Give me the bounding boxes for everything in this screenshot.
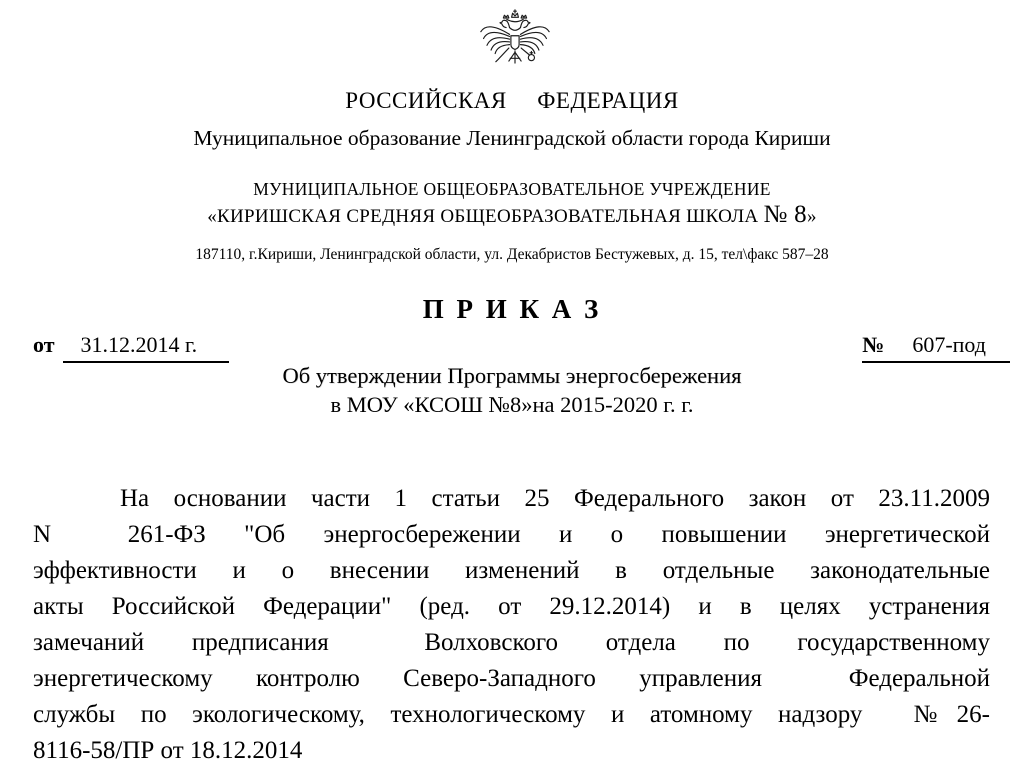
body-text-line: замечаний предписания Волховского отдела по государственному [33,629,990,656]
body-text-line: энергетическому контролю Северо-Западного управления Федеральной [33,665,990,692]
order-subject-line-1: Об утверждении Программы энергосбережения [282,363,742,388]
address-line: 187110, г.Кириши, Ленинградской области, ул. Декабристов Бестужевых, д. 15, тел\факс 587–28 [195,246,829,263]
body-paragraph [33,481,990,768]
order-date-value: 31.12.2014 г. [63,332,230,363]
body-text-line: На основании части 1 статьи 25 Федерального закон от 23.11.2009 [120,485,990,512]
body-text-line: N 261-ФЗ "Об энергосбережении и о повышении энергетической [33,521,990,548]
organization-type-line: МУНИЦИПАЛЬНОЕ ОБЩЕОБРАЗОВАТЕЛЬНОЕ УЧРЕЖДЕНИЕ [253,179,771,199]
body-text-line: 8116-58/ПР от 18.12.2014 [33,737,303,764]
order-number-group [862,332,1010,363]
body-text-line: эффективности и о внесении изменений в отдельные законодательные [33,557,990,584]
school-name-line [0,201,1024,229]
municipality-line: Муниципальное образование Ленинградской области города Кириши [193,126,831,150]
order-number-label: № [862,332,885,357]
order-number-value: 607-под [912,332,986,357]
order-subject-line-2: в МОУ «КСОШ №8»на 2015-2020 г. г. [330,392,694,417]
country-heading: РОССИЙСКАЯ ФЕДЕРАЦИЯ [345,88,679,113]
order-title: П Р И К А З [422,294,602,324]
school-number: № 8 [763,201,807,228]
school-name-suffix: » [806,206,817,227]
russian-coat-of-arms-icon [474,3,556,89]
order-date-group [33,332,229,363]
body-text-line: акты Российской Федерации" (ред. от 29.12.2014) и в целях устранения [33,593,990,620]
order-meta-row [33,332,1010,363]
order-date-label: от [33,332,55,357]
body-text-line: службы по экологическому, технологическому и атомному надзору №26- [33,701,990,728]
school-name-prefix: «КИРИШСКАЯ СРЕДНЯЯ ОБЩЕОБРАЗОВАТЕЛЬНАЯ ШКОЛА [207,206,764,227]
